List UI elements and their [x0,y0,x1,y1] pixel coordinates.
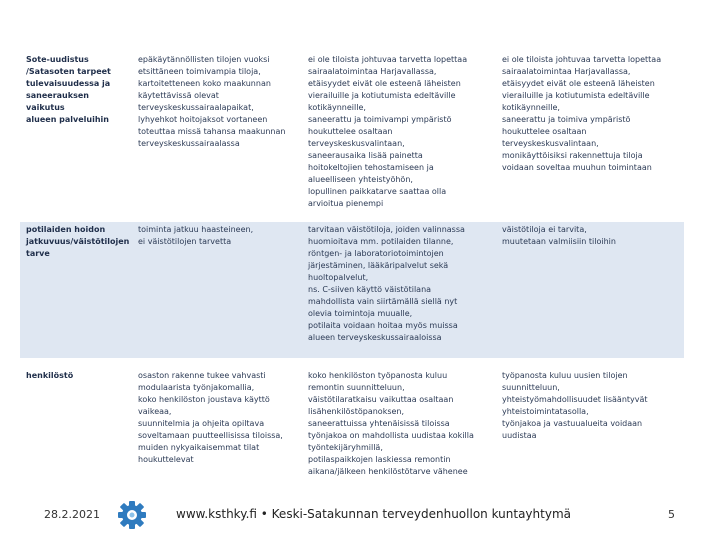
table-cell [496,364,684,478]
cell-text: tarvitaan väistötiloja, joiden valinnassa huomioitava mm. potilaiden tilanne, röntgen- ja laboratoriotoimintojen järjestäminen, lääkäripalvelut sekä huoltopalvelut, ns. C-siiven käyttö väistötilana mahdollista vain siirtämällä siellä nyt olevia toimintoja muualle, potilaita voidaan hoitaa myös muissa alueen terveyskeskussairaaloissa [308,225,465,342]
row-header [20,222,132,358]
table-cell [302,364,496,478]
row-header-text: potilaiden hoidon jatkuvuus/väistötilojen tarve [26,225,130,258]
cell-text: toiminta jatkuu haasteineen, ei väistötilojen tarvetta [138,225,254,246]
table-row [20,48,684,222]
row-header [20,48,132,222]
cell-text: osaston rakenne tukee vahvasti modulaarista työnjakomallia, koko henkilöston joustava käyttö vaikeaa, suunnitelmia ja ohjeita opiltava soveltamaan puutteellisissa tiloissa, muiden nykyaikaisemmat tilat houkuttelevat [138,371,283,464]
cell-text: ei ole tiloista johtuvaa tarvetta lopettaa sairaalatoimintaa Harjavallassa, etäisyydet eivät ole esteenä läheisten vierailuille ja kotiutumista edeltäville kotikäynneille, saneerattu ja toimiva ympäristö houkuttelee osaltaan terveyskeskusvalintaan, monikäyttöisiksi rakennettuja tiloja voidaan soveltaa muuhun toimintaan [502,55,662,172]
cell-text: koko henkilöston työpanosta kuluu remontin suunnitteluun, väistötilaratkaisu vaikuttaa osaltaan lisähenkilöstöpanoksen, saneerattuissa yhtenäisissä tiloissa työnjakoa on mahdollista uudistaa kokilla työntekijäryhmillä, potilaspaikkojen laskiessa remontin aikana/jälkeen henkilöstötarve vähenee [308,371,474,476]
footer-site: www.ksthky.fi • Keski-Satakunnan terveydenhuollon kuntayhtymä [176,507,571,521]
table-cell [132,364,302,478]
table-cell [302,222,496,358]
table-row [20,222,684,358]
table-cell [496,222,684,358]
slide-footer [0,500,720,530]
comparison-table [20,48,684,476]
table-cell [132,222,302,358]
row-header-text: Sote-uudistus /Satasoten tarpeet tulevaisuudessa ja saneerauksen vaikutus alueen palveluihin [26,55,111,124]
gear-logo-icon [114,500,150,530]
table-cell [496,48,684,222]
cell-text: työpanosta kuluu uusien tilojen suunnitteluun, yhteistyömahdollisuudet lisääntyvät yhteistoimintatasolla, työnjakoa ja vastuualueita voidaan uudistaa [502,371,648,440]
table-cell [132,48,302,222]
footer-date: 28.2.2021 [44,508,100,521]
table-row [20,364,684,476]
cell-text: väistötiloja ei tarvita, muutetaan valmiisiin tiloihin [502,225,616,246]
cell-text: epäkäytännöllisten tilojen vuoksi etsittäneen toimivampia tiloja, kartoitetteneen koko maakunnan käytettävissä olevat terveyskeskussairaalapaikat, lyhyehkot hoitojaksot vortaneen toteuttaa missä tahansa maakunnan terveyskeskussairaalassa [138,55,286,148]
row-header-text: henkilöstö [26,371,74,380]
table-cell [302,48,496,222]
cell-text: ei ole tiloista johtuvaa tarvetta lopettaa sairaalatoimintaa Harjavallassa, etäisyydet eivät ole esteenä läheisten vierailuille ja kotiutumista edeltäville kotikäynneille, saneerattu ja toimivampi ympäristö houkuttelee osaltaan terveyskeskusvalintaan, saneerausaika lisää painetta hoitokeltojien tehostamiseen ja alueelliseen yhteistyöhön, lopullinen paikkatarve saattaa olla arvioitua pienempi [308,55,468,208]
page-number: 5 [668,508,675,521]
row-header [20,364,132,478]
